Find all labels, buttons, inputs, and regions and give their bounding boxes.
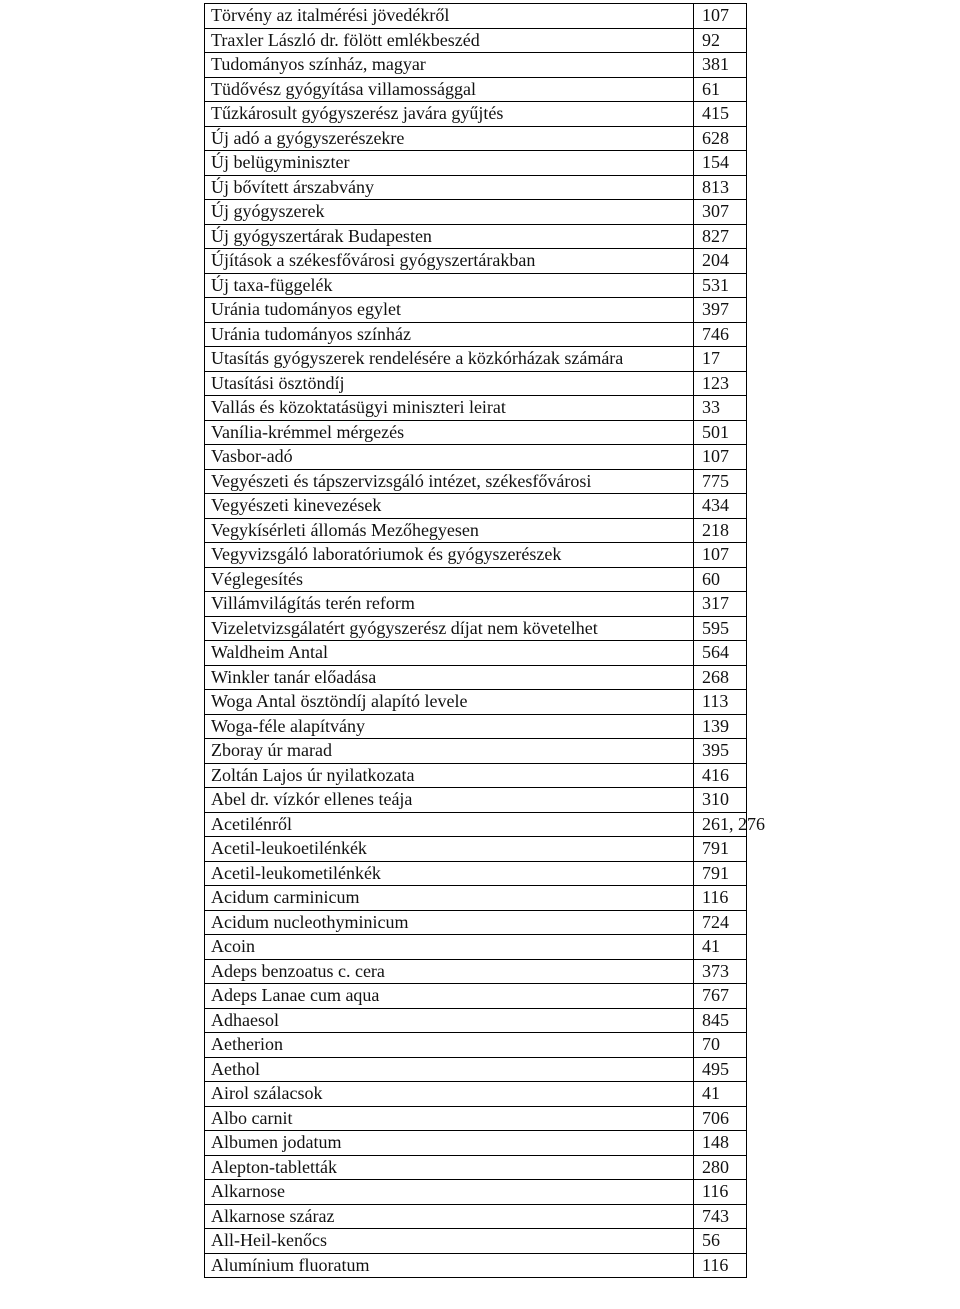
table-row <box>205 469 747 494</box>
entry-title: Tudományos színház, magyar <box>205 53 694 78</box>
entry-title: Véglegesítés <box>205 567 694 592</box>
entry-page-number: 56 <box>694 1229 747 1254</box>
table-row <box>205 665 747 690</box>
entry-page-number: 116 <box>694 1180 747 1205</box>
entry-title: Waldheim Antal <box>205 641 694 666</box>
table-row <box>205 837 747 862</box>
entry-title: Törvény az italmérési jövedékről <box>205 4 694 29</box>
table-row <box>205 1106 747 1131</box>
entry-page-number: 775 <box>694 469 747 494</box>
entry-page-number: 791 <box>694 837 747 862</box>
entry-title: Aetherion <box>205 1033 694 1058</box>
entry-title: Új gyógyszerek <box>205 200 694 225</box>
table-row <box>205 812 747 837</box>
entry-page-number: 595 <box>694 616 747 641</box>
entry-title: Woga-féle alapítvány <box>205 714 694 739</box>
entry-page-number: 827 <box>694 224 747 249</box>
entry-page-number: 743 <box>694 1204 747 1229</box>
entry-title: Vegyvizsgáló laboratóriumok és gyógyszerészek <box>205 543 694 568</box>
entry-title: Acetil-leukometilénkék <box>205 861 694 886</box>
entry-page-number: 116 <box>694 1253 747 1278</box>
entry-title: Új belügyminiszter <box>205 151 694 176</box>
index-table-body <box>205 4 765 1278</box>
table-row <box>205 1204 747 1229</box>
entry-title: Vallás és közoktatásügyi miniszteri leirat <box>205 396 694 421</box>
entry-page-number: 395 <box>694 739 747 764</box>
table-row <box>205 371 747 396</box>
table-row <box>205 151 747 176</box>
table-row <box>205 175 747 200</box>
table-row <box>205 249 747 274</box>
table-row <box>205 1033 747 1058</box>
table-row <box>205 1155 747 1180</box>
entry-page-number: 317 <box>694 592 747 617</box>
entry-page-number: 218 <box>694 518 747 543</box>
entry-page-number: 307 <box>694 200 747 225</box>
entry-title: Adhaesol <box>205 1008 694 1033</box>
entry-page-number: 123 <box>694 371 747 396</box>
entry-title: Alkarnose száraz <box>205 1204 694 1229</box>
entry-page-number: 17 <box>694 347 747 372</box>
entry-page-number: 531 <box>694 273 747 298</box>
table-row <box>205 126 747 151</box>
entry-title: Abel dr. vízkór ellenes teája <box>205 788 694 813</box>
table-row <box>205 935 747 960</box>
entry-title: Adeps Lanae cum aqua <box>205 984 694 1009</box>
table-row <box>205 1082 747 1107</box>
table-row <box>205 347 747 372</box>
entry-page-number: 813 <box>694 175 747 200</box>
table-row <box>205 445 747 470</box>
table-row <box>205 1008 747 1033</box>
entry-title: Alumínium fluoratum <box>205 1253 694 1278</box>
entry-page-number: 148 <box>694 1131 747 1156</box>
entry-page-number: 434 <box>694 494 747 519</box>
entry-title: Vanília-krémmel mérgezés <box>205 420 694 445</box>
table-row <box>205 788 747 813</box>
index-table <box>204 3 765 1278</box>
entry-page-number: 113 <box>694 690 747 715</box>
entry-page-number: 107 <box>694 4 747 29</box>
table-row <box>205 28 747 53</box>
entry-page-number: 107 <box>694 445 747 470</box>
entry-page-number: 70 <box>694 1033 747 1058</box>
entry-page-number: 310 <box>694 788 747 813</box>
table-row <box>205 396 747 421</box>
table-row <box>205 4 747 29</box>
entry-page-number: 61 <box>694 77 747 102</box>
entry-page-number: 60 <box>694 567 747 592</box>
table-row <box>205 567 747 592</box>
table-row <box>205 763 747 788</box>
table-row <box>205 641 747 666</box>
entry-title: Új adó a gyógyszerészekre <box>205 126 694 151</box>
entry-title: Acidum nucleothyminicum <box>205 910 694 935</box>
table-row <box>205 739 747 764</box>
table-row <box>205 616 747 641</box>
entry-page-number: 845 <box>694 1008 747 1033</box>
entry-page-number: 724 <box>694 910 747 935</box>
entry-title: Új bővített árszabvány <box>205 175 694 200</box>
table-row <box>205 1253 747 1278</box>
entry-title: Utasítási ösztöndíj <box>205 371 694 396</box>
entry-title: Tüdővész gyógyítása villamossággal <box>205 77 694 102</box>
entry-title: Zoltán Lajos úr nyilatkozata <box>205 763 694 788</box>
entry-page-number: 564 <box>694 641 747 666</box>
entry-title: Acetilénről <box>205 812 694 837</box>
table-row <box>205 53 747 78</box>
table-row <box>205 543 747 568</box>
entry-page-number: 706 <box>694 1106 747 1131</box>
entry-page-number: 116 <box>694 886 747 911</box>
table-row <box>205 1131 747 1156</box>
entry-page-number: 397 <box>694 298 747 323</box>
entry-title: Tűzkárosult gyógyszerész javára gyűjtés <box>205 102 694 127</box>
table-row <box>205 102 747 127</box>
entry-title: Vegyészeti és tápszervizsgáló intézet, székesfővárosi <box>205 469 694 494</box>
entry-title: Vasbor-adó <box>205 445 694 470</box>
table-row <box>205 959 747 984</box>
table-row <box>205 518 747 543</box>
entry-title: Vegykísérleti állomás Mezőhegyesen <box>205 518 694 543</box>
entry-title: Villámvilágítás terén reform <box>205 592 694 617</box>
entry-page-number: 791 <box>694 861 747 886</box>
entry-page-number: 107 <box>694 543 747 568</box>
table-row <box>205 200 747 225</box>
entry-page-number: 92 <box>694 28 747 53</box>
entry-page-number: 628 <box>694 126 747 151</box>
entry-title: Acidum carminicum <box>205 886 694 911</box>
entry-page-number: 41 <box>694 1082 747 1107</box>
entry-title: Uránia tudományos egylet <box>205 298 694 323</box>
entry-title: Airol szálacsok <box>205 1082 694 1107</box>
entry-title: Újítások a székesfővárosi gyógyszertárakban <box>205 249 694 274</box>
entry-title: Alkarnose <box>205 1180 694 1205</box>
entry-title: Alepton-tabletták <box>205 1155 694 1180</box>
entry-page-number: 767 <box>694 984 747 1009</box>
entry-title: All-Heil-kenőcs <box>205 1229 694 1254</box>
entry-title: Adeps benzoatus c. cera <box>205 959 694 984</box>
entry-title: Zboray úr marad <box>205 739 694 764</box>
table-row <box>205 1057 747 1082</box>
entry-page-number: 501 <box>694 420 747 445</box>
entry-title: Uránia tudományos színház <box>205 322 694 347</box>
entry-title: Acoin <box>205 935 694 960</box>
entry-page-number: 746 <box>694 322 747 347</box>
table-row <box>205 1180 747 1205</box>
entry-page-number: 261, 276 <box>694 812 747 837</box>
table-row <box>205 984 747 1009</box>
entry-page-number: 33 <box>694 396 747 421</box>
table-row <box>205 714 747 739</box>
entry-title: Új taxa-függelék <box>205 273 694 298</box>
entry-title: Albo carnit <box>205 1106 694 1131</box>
entry-page-number: 280 <box>694 1155 747 1180</box>
entry-page-number: 204 <box>694 249 747 274</box>
table-row <box>205 298 747 323</box>
table-row <box>205 224 747 249</box>
table-row <box>205 322 747 347</box>
entry-title: Woga Antal ösztöndíj alapító levele <box>205 690 694 715</box>
entry-page-number: 139 <box>694 714 747 739</box>
entry-title: Acetil-leukoetilénkék <box>205 837 694 862</box>
table-row <box>205 861 747 886</box>
entry-title: Aethol <box>205 1057 694 1082</box>
entry-page-number: 154 <box>694 151 747 176</box>
entry-title: Utasítás gyógyszerek rendelésére a közkórházak számára <box>205 347 694 372</box>
table-row <box>205 592 747 617</box>
entry-title: Traxler László dr. fölött emlékbeszéd <box>205 28 694 53</box>
entry-title: Vegyészeti kinevezések <box>205 494 694 519</box>
entry-page-number: 381 <box>694 53 747 78</box>
entry-title: Új gyógyszertárak Budapesten <box>205 224 694 249</box>
entry-page-number: 415 <box>694 102 747 127</box>
entry-title: Winkler tanár előadása <box>205 665 694 690</box>
table-row <box>205 1229 747 1254</box>
table-row <box>205 494 747 519</box>
entry-page-number: 373 <box>694 959 747 984</box>
entry-page-number: 416 <box>694 763 747 788</box>
entry-page-number: 268 <box>694 665 747 690</box>
entry-page-number: 41 <box>694 935 747 960</box>
table-row <box>205 910 747 935</box>
table-row <box>205 273 747 298</box>
table-row <box>205 886 747 911</box>
table-row <box>205 420 747 445</box>
entry-page-number: 495 <box>694 1057 747 1082</box>
entry-title: Vizeletvizsgálatért gyógyszerész díjat nem követelhet <box>205 616 694 641</box>
table-row <box>205 77 747 102</box>
table-row <box>205 690 747 715</box>
entry-title: Albumen jodatum <box>205 1131 694 1156</box>
